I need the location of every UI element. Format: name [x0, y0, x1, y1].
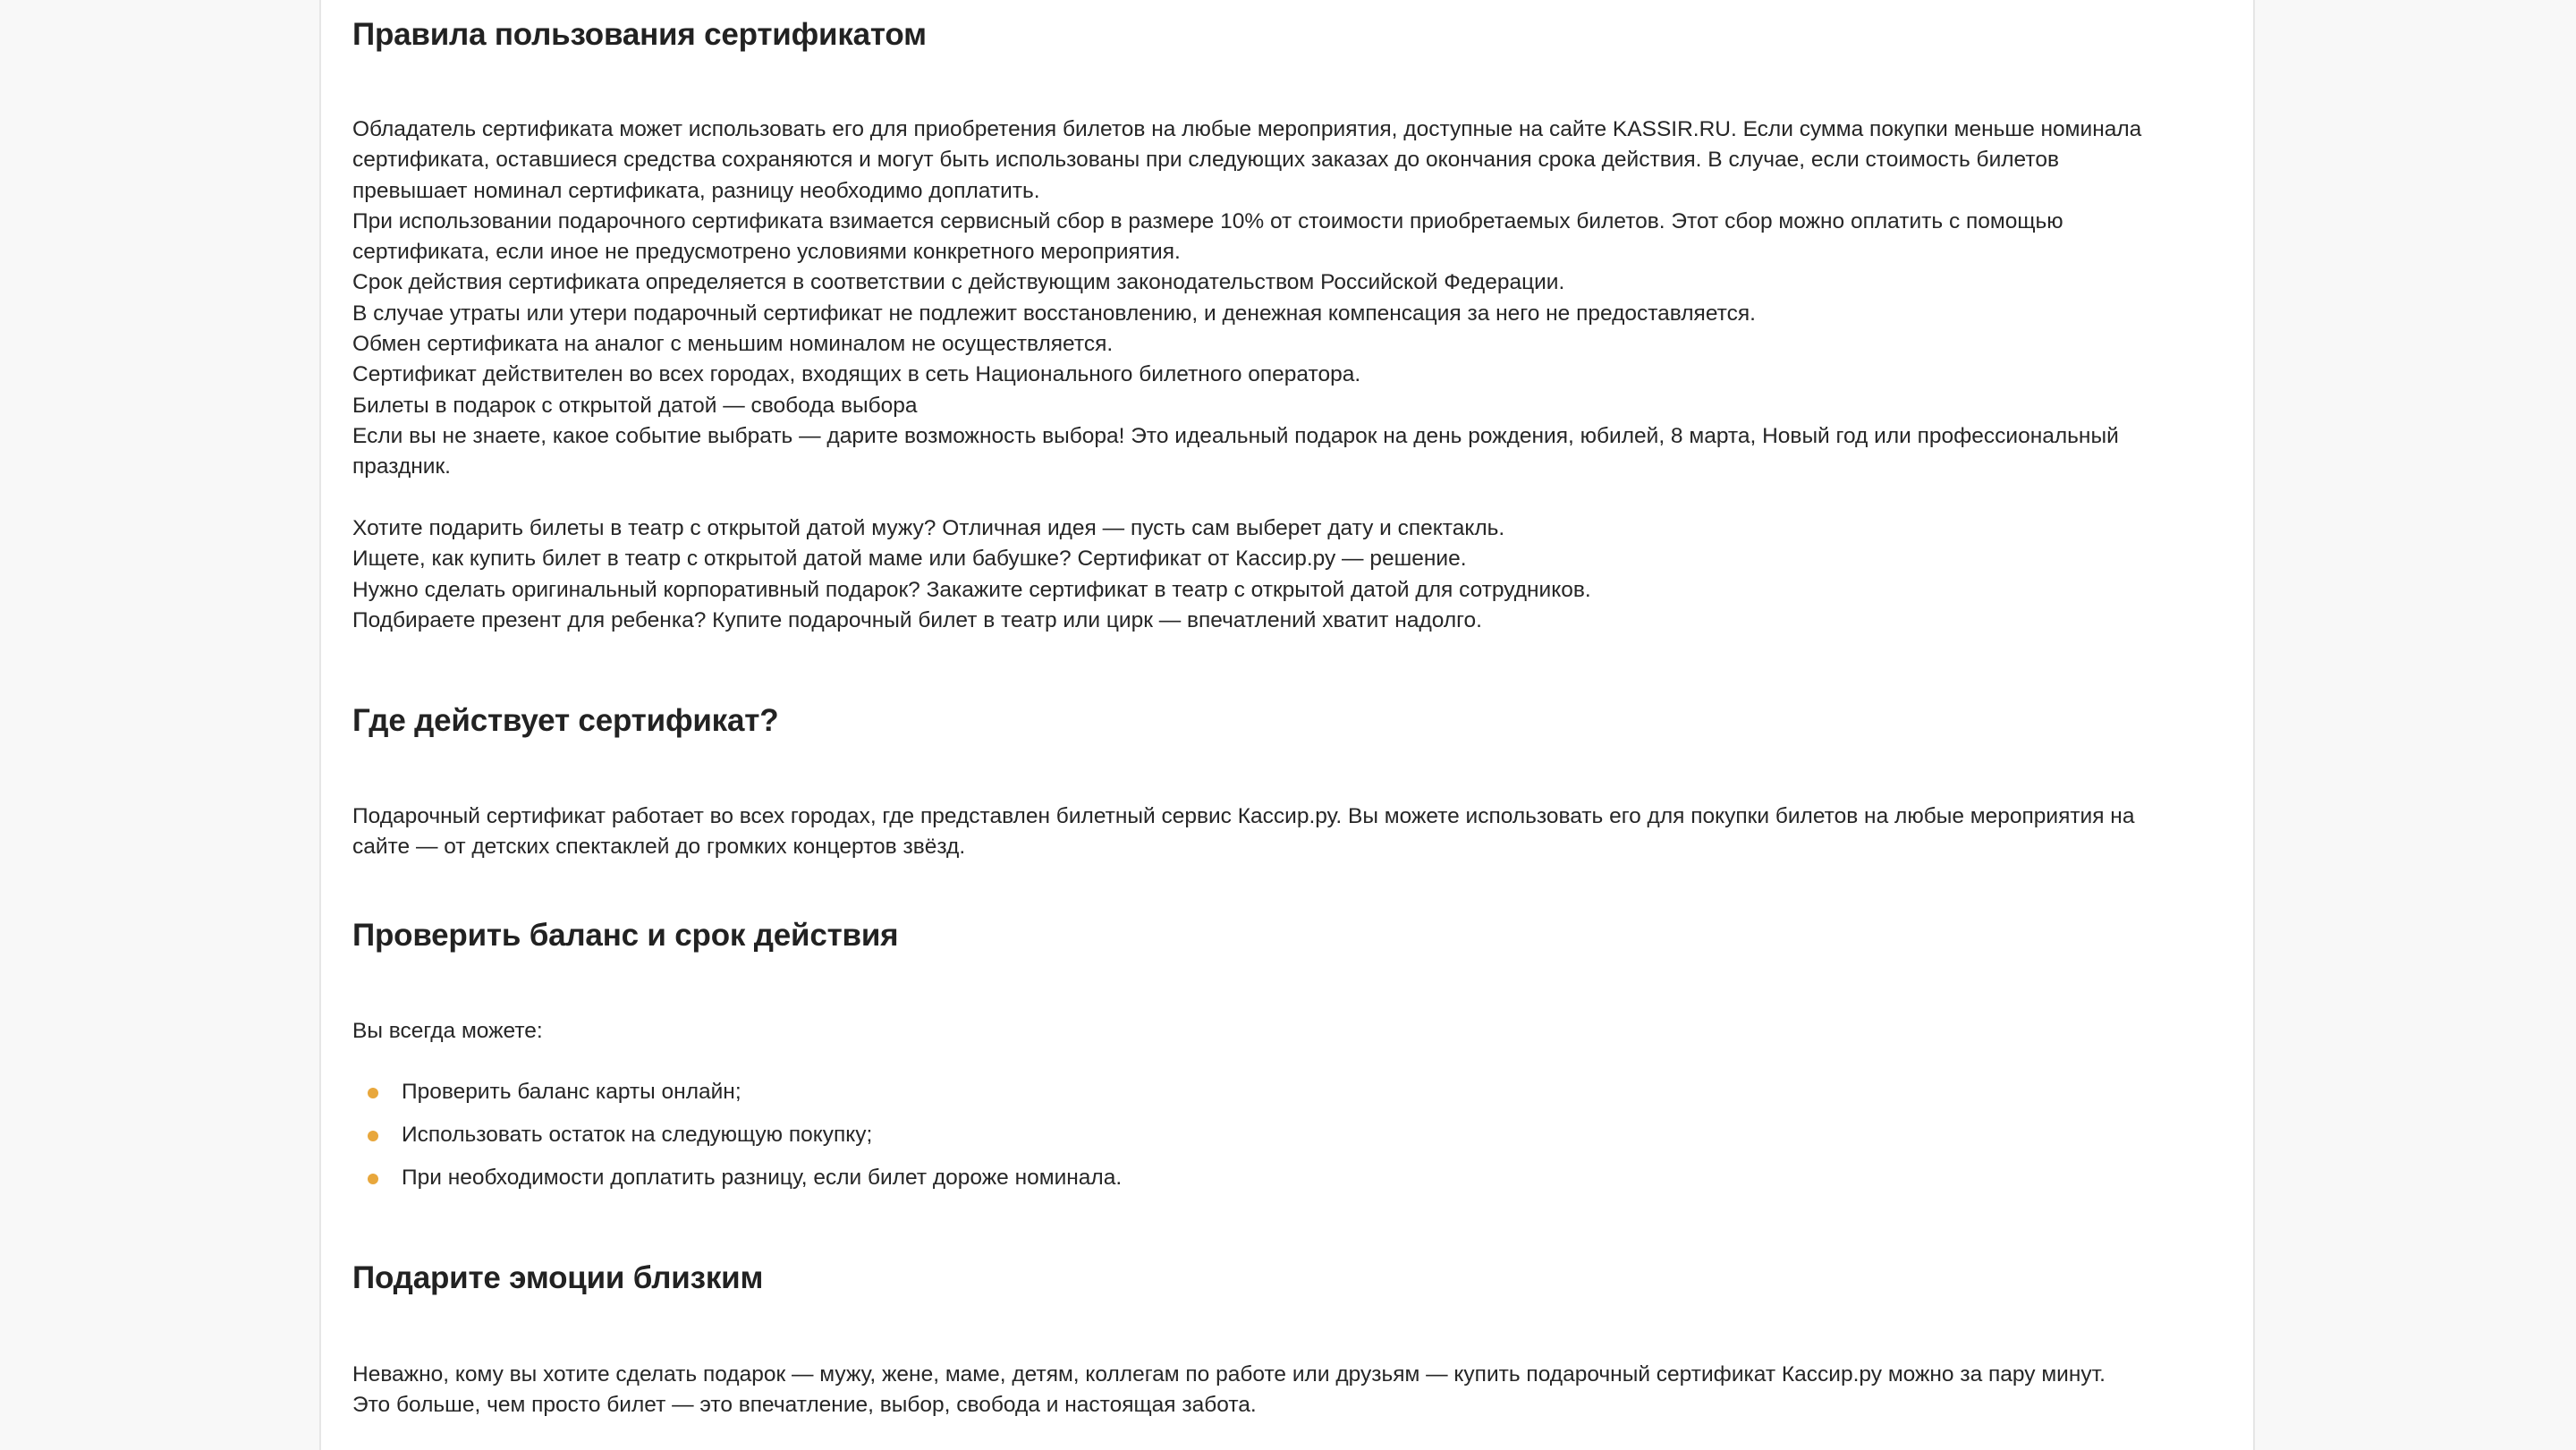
where-valid-text	[352, 801, 2240, 863]
text-line: Это больше, чем просто билет — это впечатление, выбор, свобода и настоящая забота.	[352, 1393, 1257, 1418]
heading-give-emotions: Подарите эмоции близким	[352, 1260, 764, 1295]
text-line: Если вы не знаете, какое событие выбрать — дарите возможность выбора! Это идеальный подарок на день рождения, юбилей, 8 марта, Новый год или профессиональный	[352, 423, 2119, 448]
text-line: Неважно, кому вы хотите сделать подарок — мужу, жене, маме, детям, коллегам по работе или друзьям — купить подарочный сертификат Кассир.ру можно за пару минут.	[352, 1362, 2106, 1386]
text-line: Билеты в подарок с открытой датой — свобода выбора	[352, 393, 918, 418]
check-balance-list	[352, 1077, 2240, 1206]
text-line: В случае утраты или утери подарочный сертификат не подлежит восстановлению, и денежная компенсация за него не предоставляется.	[352, 301, 1756, 326]
bullet-dot-icon	[368, 1088, 378, 1098]
text-line: Ищете, как купить билет в театр с открытой датой маме или бабушке? Сертификат от Кассир.ру — решение.	[352, 547, 1467, 572]
gift-ideas-text	[352, 513, 2240, 636]
text-line: сертификата, оставшиеся средства сохраняются и могут быть использованы при следующих заказах до окончания срока действия. В случае, если стоимость билетов	[352, 148, 2059, 173]
heading-where-valid: Где действует сертификат?	[352, 703, 779, 738]
usage-rules-text	[352, 114, 2240, 483]
text-line: Подбираете презент для ребенка? Купите подарочный билет в театр или цирк — впечатлений хватит надолго.	[352, 607, 1482, 632]
text-line: Обладатель сертификата может использовать его для приобретения билетов на любые мероприятия, доступные на сайте KASSIR.RU. Если сумма покупки меньше номинала	[352, 117, 2142, 141]
bullet-dot-icon	[368, 1174, 378, 1184]
list-item-text: Проверить баланс карты онлайн;	[402, 1080, 741, 1104]
text-line: При использовании подарочного сертификата взимается сервисный сбор в размере 10% от стоимости приобретаемых билетов. Этот сбор можно оплатить с помощью	[352, 208, 2063, 233]
text-line: Срок действия сертификата определяется в соответствии с действующим законодательством Российской Федерации.	[352, 270, 1565, 295]
heading-usage-rules: Правила пользования сертификатом	[352, 17, 927, 52]
list-item-text: Использовать остаток на следующую покупку;	[402, 1123, 873, 1147]
list-item	[352, 1077, 2240, 1120]
list-item-text: При необходимости доплатить разницу, если билет дороже номинала.	[402, 1166, 1123, 1190]
text-line: Обмен сертификата на аналог с меньшим номиналом не осуществляется.	[352, 332, 1114, 357]
list-item	[352, 1163, 2240, 1206]
text-line: Хотите подарить билеты в театр с открытой датой мужу? Отличная идея — пусть сам выберет дату и спектакль.	[352, 516, 1505, 540]
check-balance-intro: Вы всегда можете:	[352, 1019, 543, 1043]
text-line: превышает номинал сертификата, разницу необходимо доплатить.	[352, 178, 1040, 203]
bullet-dot-icon	[368, 1131, 378, 1141]
text-line: Нужно сделать оригинальный корпоративный подарок? Закажите сертификат в театр с открытой датой для сотрудников.	[352, 577, 1591, 602]
content-panel	[319, 0, 2255, 1450]
give-emotions-text	[352, 1360, 2240, 1421]
text-line: сертификата, если иное не предусмотрено условиями конкретного мероприятия.	[352, 240, 1181, 265]
list-item	[352, 1120, 2240, 1163]
text-line: Сертификат действителен во всех городах, входящих в сеть Национального билетного оператора.	[352, 362, 1361, 387]
heading-check-balance: Проверить баланс и срок действия	[352, 918, 899, 953]
text-line: праздник.	[352, 454, 451, 479]
text-line: Подарочный сертификат работает во всех городах, где представлен билетный сервис Кассир.ру. Вы можете использовать его для покупки билетов на любые мероприятия на	[352, 804, 2135, 828]
text-line: сайте — от детских спектаклей до громких концертов звёзд.	[352, 835, 966, 860]
